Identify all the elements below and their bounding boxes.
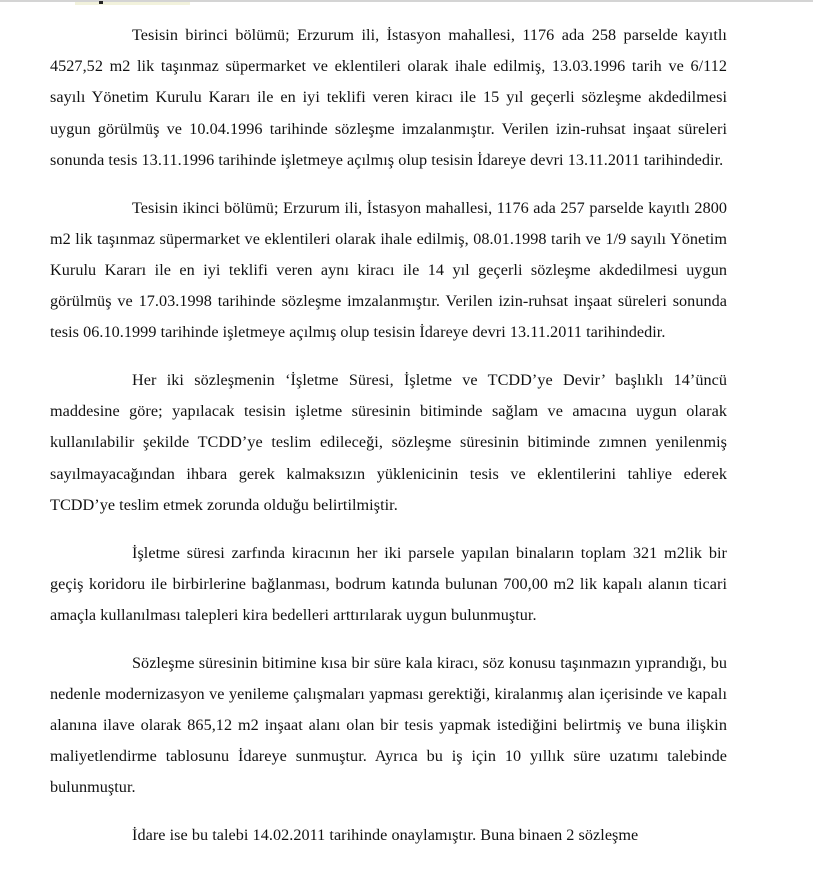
paragraph-corridor-basement: İşletme süresi zarfında kiracının her iki parsele yapılan binaların toplam 321 m2lik bir geçiş koridoru ile birbirlerine bağlanması, bodrum katında bulunan 700,00 m2 lik kapalı alanın ticari amaçla kullanılması talepleri kira bedelleri arttırılarak uygun bulunmuştur. <box>50 543 727 624</box>
paragraph-administration-approval: İdare ise bu talebi 14.02.2011 tarihinde onaylamıştır. Buna binaen 2 sözleşme <box>132 826 639 845</box>
text-highlight-fragment <box>75 2 190 5</box>
paragraph-renovation-request: Sözleşme süresinin bitimine kısa bir süre kala kiracı, söz konusu taşınmazın yıprandığı, bu nedenle modernizasyon ve yenileme çalışmaları yapması gerektiği, kiralanmış alan içerisinde ve kapalı alanına ilave olarak 865,12 m2 inşaat alanı olan bir tesis yapmak istediğini belirtmiş ve buna ilişkin maliyetlendirme tablosunu İdareye sunmuştur. Ayrıca bu iş için 10 yıllık süre uzatımı talebinde bulunmuştur. <box>50 653 727 797</box>
paragraph-contract-article-14: Her iki sözleşmenin ‘İşletme Süresi, İşletme ve TCDD’ye Devir’ başlıklı 14’üncü maddesine göre; yapılacak tesisin işletme süresinin bitiminde sağlam ve amacına uygun olarak kullanılabilir şekilde TCDD’ye teslim edileceği, sözleşme süresinin bitiminde zımnen yenilenmiş sayılmayacağından ihbara gerek kalmaksızın yüklenicinin tesis ve eklentilerini tahliye ederek TCDD’ye teslim etmek zorunda olduğu belirtilmiştir. <box>50 371 727 514</box>
paragraph-first-section: Tesisin birinci bölümü; Erzurum ili, İstasyon mahallesi, 1176 ada 258 parselde kayıtlı 4527,52 m2 lik taşınmaz süpermarket ve eklentileri olarak ihale edilmiş, 13.03.1996 tarih ve 6/112 sayılı Yönetim Kurulu Kararı ile en iyi teklifi veren kiracı ile 15 yıl geçerli sözleşme akdedilmesi uygun görülmüş ve 10.04.1996 tarihinde sözleşme imzalanmıştır. Verilen izin-ruhsat inşaat süreleri sonunda tesis 13.11.1996 tarihinde işletmeye açılmış olup tesisin İdareye devri 13.11.2011 tarihindedir. <box>50 26 727 169</box>
cursor-mark <box>99 1 103 4</box>
paragraph-second-section: Tesisin ikinci bölümü; Erzurum ili, İstasyon mahallesi, 1176 ada 257 parselde kayıtlı 2800 m2 lik taşınmaz süpermarket ve eklentileri olarak ihale edilmiş, 08.01.1998 tarih ve 1/9 sayılı Yönetim Kurulu Kararı ile en iyi teklifi veren aynı kiracı ile 14 yıl geçerli sözleşme akdedilmesi uygun görülmüş ve 17.03.1998 tarihinde sözleşme imzalanmıştır. Verilen izin-ruhsat inşaat süreleri sonunda tesis 06.10.1999 tarihinde işletmeye açılmış olup tesisin İdareye devri 13.11.2011 tarihindedir. <box>50 198 727 342</box>
document-page <box>50 20 727 868</box>
